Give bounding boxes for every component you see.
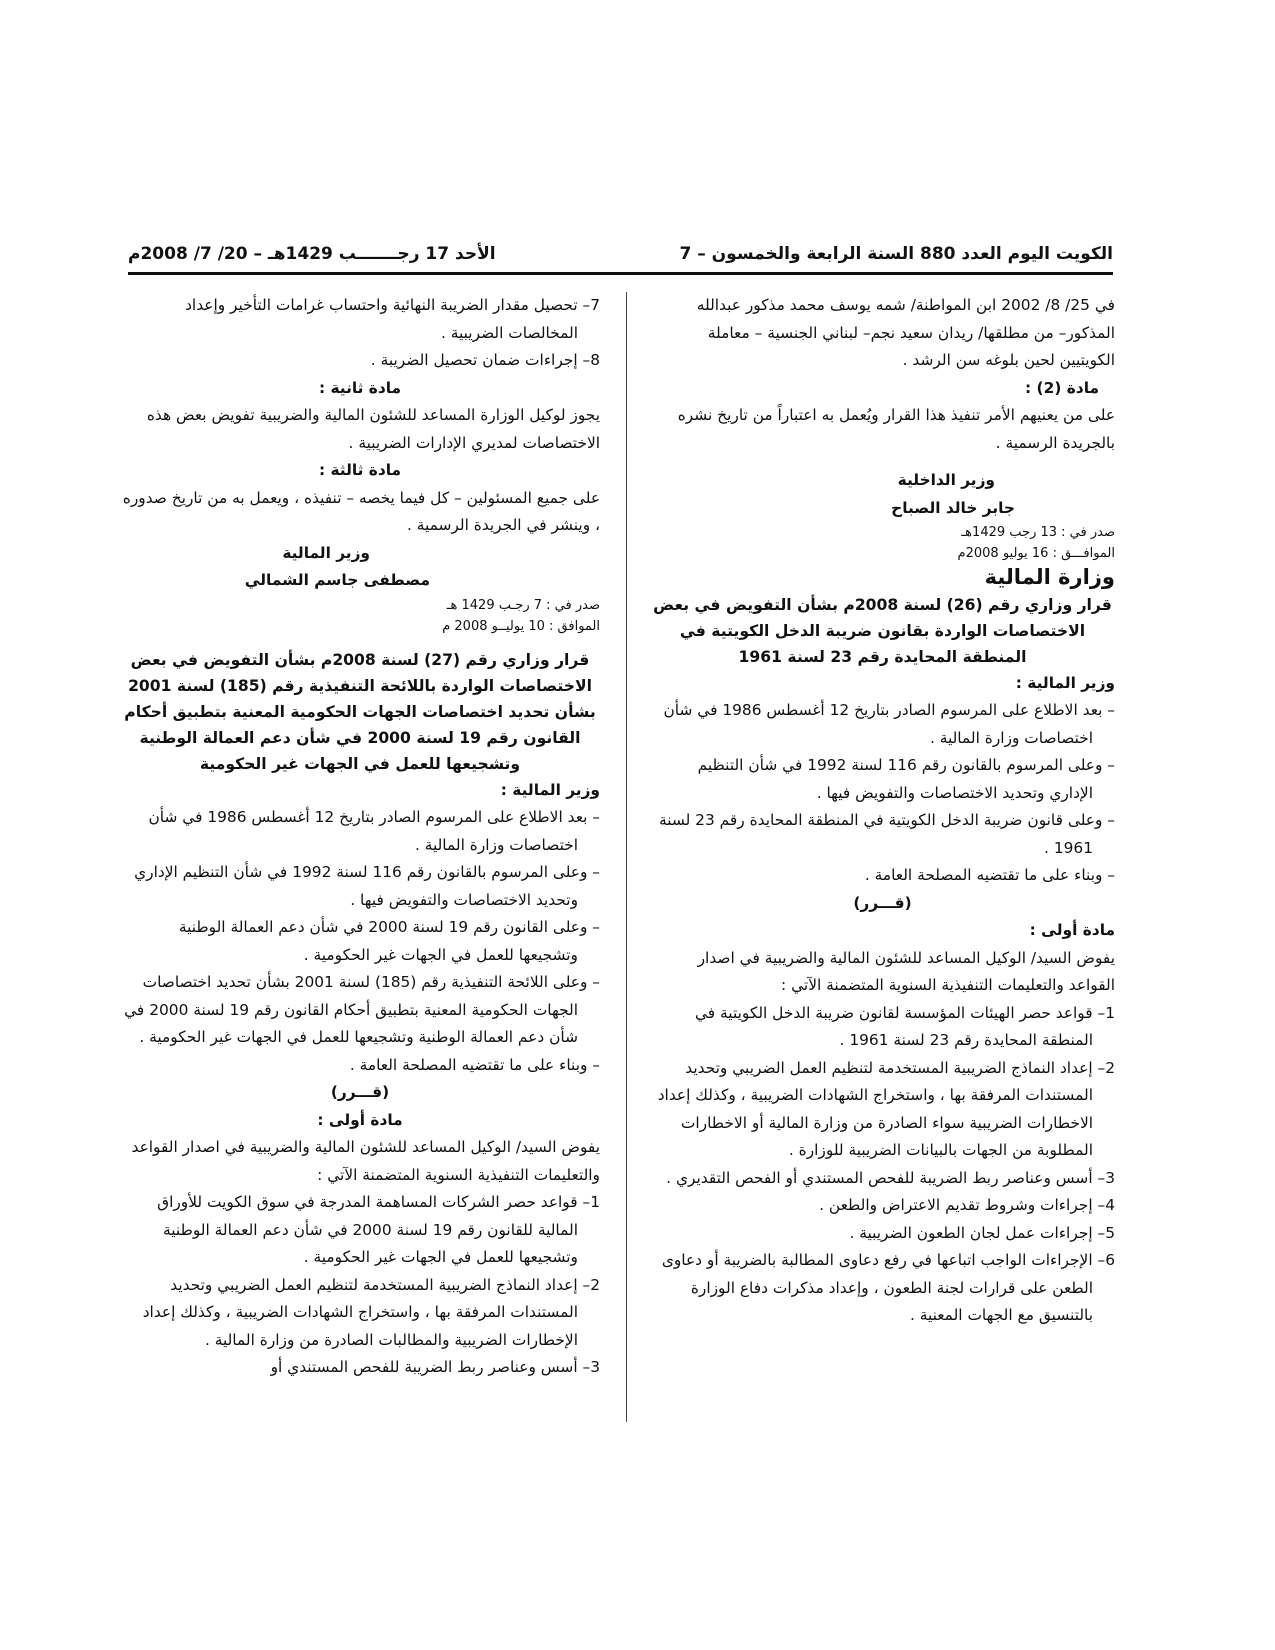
page-header: [128, 236, 1113, 275]
article-heading: مادة أولى :: [1029, 921, 1115, 939]
paragraph: على جميع المسئولين – كل فيما يخصه – تنفيذه ، ويعمل به من تاريخ صدوره ، وينشر في الجريدة الرسمية .: [122, 488, 600, 534]
list-item: – وعلى المرسوم بالقانون رقم 116 لسنة 1992 في شأن التنظيم الإداري وتحديد الاختصاصات والتفويض فيها .: [134, 863, 600, 909]
list-item: 4– إجراءات وشروط تقديم الاعتراض والطعن .: [819, 1196, 1115, 1214]
issue-date: صدر في : 7 رجـب 1429 هـ: [446, 597, 600, 613]
list-item: – وعلى القانون رقم 19 لسنة 2000 في شأن دعم العمالة الوطنية وتشجيعها للعمل في الجهات غير الحكومية .: [178, 918, 600, 964]
list-item: 1– قواعد حصر الهيئات المؤسسة لقانون ضريبة الدخل الكويتية في المنطقة المحايدة رقم 23 لسنة 1961 .: [694, 1003, 1115, 1049]
list-item: – وعلى المرسوم بالقانون رقم 116 لسنة 1992 في شأن التنظيم الإداري وتحديد الاختصاصات والتفويض فيها .: [697, 756, 1115, 802]
article-heading: مادة ثانية :: [318, 378, 402, 397]
decision-title: قرار وزاري رقم (27) لسنة 2008م بشأن التفويض في بعض الاختصاصات الواردة باللائحة التنفيذية رقم (185) لسنة 2001 بشأن تحديد اختصاصات الجهات الحكومية المعنية بتطبيق أحكام القانون رقم 19 لسنة 2000 في شأن دعم العمالة الوطنية وتشجيعها للعمل في الجهات غير الحكومية: [124, 650, 596, 773]
list-item: 7– تحصيل مقدار الضريبة النهائية واحتساب غرامات التأخير وإعداد المخالصات الضريبية .: [185, 296, 600, 342]
list-item: – وعلى قانون ضريبة الدخل الكويتية في المنطقة المحايدة رقم 23 لسنة 1961 .: [658, 811, 1115, 857]
issue-date: صدر في : 13 رجب 1429هـ: [961, 525, 1115, 540]
list-item: – وعلى اللائحة التنفيذية رقم (185) لسنة 2001 بشأن تحديد اختصاصات الجهات الحكومية المعنية بتطبيق أحكام القانون رقم 19 لسنة 2000 في شأن دعم العمالة الوطنية وتشجيعها للعمل في الجهات غير الحكومية .: [124, 973, 600, 1046]
list-item: 5– إجراءات عمل لجان الطعون الضريبية .: [849, 1223, 1115, 1242]
article-heading: مادة ثالثة :: [318, 461, 402, 479]
right-column: [650, 292, 1115, 1330]
list-item: 3– أسس وعناصر ربط الضريبة للفحص المستندي أو الفحص التقديري .: [666, 1168, 1115, 1187]
paragraph: في 25/ 8/ 2002 ابن المواطنة/ شمه يوسف محمد مذكور عبدالله المذكور– من مطلقها/ ريدان سعيد نجم– لبناني الجنسية – معاملة الكويتيين لحين بلوغه سن الرشد .: [696, 296, 1115, 369]
list-item: – وبناء على ما تقتضيه المصلحة العامة .: [864, 866, 1115, 884]
header-date: الأحد 17 رجـــــــب 1429هـ – 20/ 7/ 2008م: [128, 244, 496, 264]
list-item: 6– الإجراءات الواجب اتباعها في رفع دعاوى المطالبة بالضريبة أو دعاوى الطعن على قرارات لجنة الطعون ، وإعداد مذكرات دفاع الوزارة بالتنسيق مع الجهات المعنية .: [661, 1251, 1115, 1324]
minister-label: وزير المالية :: [1015, 673, 1115, 692]
article-heading: مادة أولى :: [317, 1110, 403, 1129]
decided-label: (قـــرر): [853, 893, 912, 912]
decision-title: قرار وزاري رقم (26) لسنة 2008م بشأن التفويض في بعض الاختصاصات الواردة بقانون ضريبة الدخل الكويتية في المنطقة المحايدة رقم 23 لسنة 1961: [653, 595, 1112, 666]
decided-label: (قـــرر): [330, 1083, 390, 1101]
paragraph: يجوز لوكيل الوزارة المساعد للشئون المالية والضريبية تفويض بعض هذه الاختصاصات لمديري الإدارات الضريبية .: [146, 406, 600, 452]
ministry-heading: وزارة المالية: [984, 565, 1115, 589]
header-issue: الكويت اليوم العدد 880 السنة الرابعة والخمسون – 7: [679, 244, 1113, 264]
article-heading: مادة (2) :: [1025, 378, 1099, 397]
list-item: – وبناء على ما تقتضيه المصلحة العامة .: [349, 1055, 600, 1074]
list-item: 2– إعداد النماذج الضريبية المستخدمة لتنظيم العمل الضريبي وتحديد المستندات المرفقة بها ، واستخراج الشهادات الضريبية ، وكذلك إعداد الاخطارات الضريبية سواء الصادرة من وزارة المالية أو الاخطارات المطلوبة من الجهات بالبيانات الضريبية للوزارة .: [657, 1058, 1115, 1159]
left-column: [120, 292, 600, 1382]
paragraph: يفوض السيد/ الوكيل المساعد للشئون المالية والضريبية في اصدار القواعد والتعليمات التنفيذية السنوية المتضمنة الآتي :: [131, 1138, 600, 1184]
list-item: – بعد الاطلاع على المرسوم الصادر بتاريخ 12 أغسطس 1986 في شأن اختصاصات وزارة المالية .: [663, 701, 1115, 747]
signature-name: جابر خالد الصباح: [891, 498, 1015, 517]
paragraph: يفوض السيد/ الوكيل المساعد للشئون المالية والضريبية في اصدار القواعد والتعليمات التنفيذية السنوية المتضمنة الآتي :: [697, 948, 1115, 994]
signature-name: مصطفى جاسم الشمالي: [244, 571, 430, 589]
paragraph: على من يعنيهم الأمر تنفيذ هذا القرار ويُعمل به اعتباراً من تاريخ نشره بالجريدة الرسمية .: [677, 406, 1115, 452]
minister-label: وزير المالية :: [500, 780, 600, 799]
signature-title: وزير الداخلية: [897, 471, 995, 489]
signature-title: وزير المالية: [282, 543, 370, 562]
column-divider: [626, 292, 627, 1422]
corresponding-date: الموافـــق : 16 يوليو 2008م: [957, 546, 1115, 561]
list-item: 1– قواعد حصر الشركات المساهمة المدرجة في سوق الكويت للأوراق المالية للقانون رقم 19 لسنة 2000 في شأن دعم العمالة الوطنية وتشجيعها للعمل في الجهات غير الحكومية .: [157, 1193, 600, 1266]
list-item: 3– أسس وعناصر ربط الضريبة للفحص المستندي أو: [270, 1358, 600, 1376]
list-item: 2– إعداد النماذج الضريبية المستخدمة لتنظيم العمل الضريبي وتحديد المستندات المرفقة بها ، واستخراج الشهادات الضريبية ، وكذلك إعداد الإخطارات الضريبية والمطالبات الصادرة من وزارة المالية .: [142, 1275, 600, 1349]
corresponding-date: الموافق : 10 يوليــو 2008 م: [442, 618, 600, 634]
list-item: – بعد الاطلاع على المرسوم الصادر بتاريخ 12 أغسطس 1986 في شأن اختصاصات وزارة المالية .: [148, 808, 600, 854]
list-item: 8– إجراءات ضمان تحصيل الضريبة .: [370, 351, 600, 369]
